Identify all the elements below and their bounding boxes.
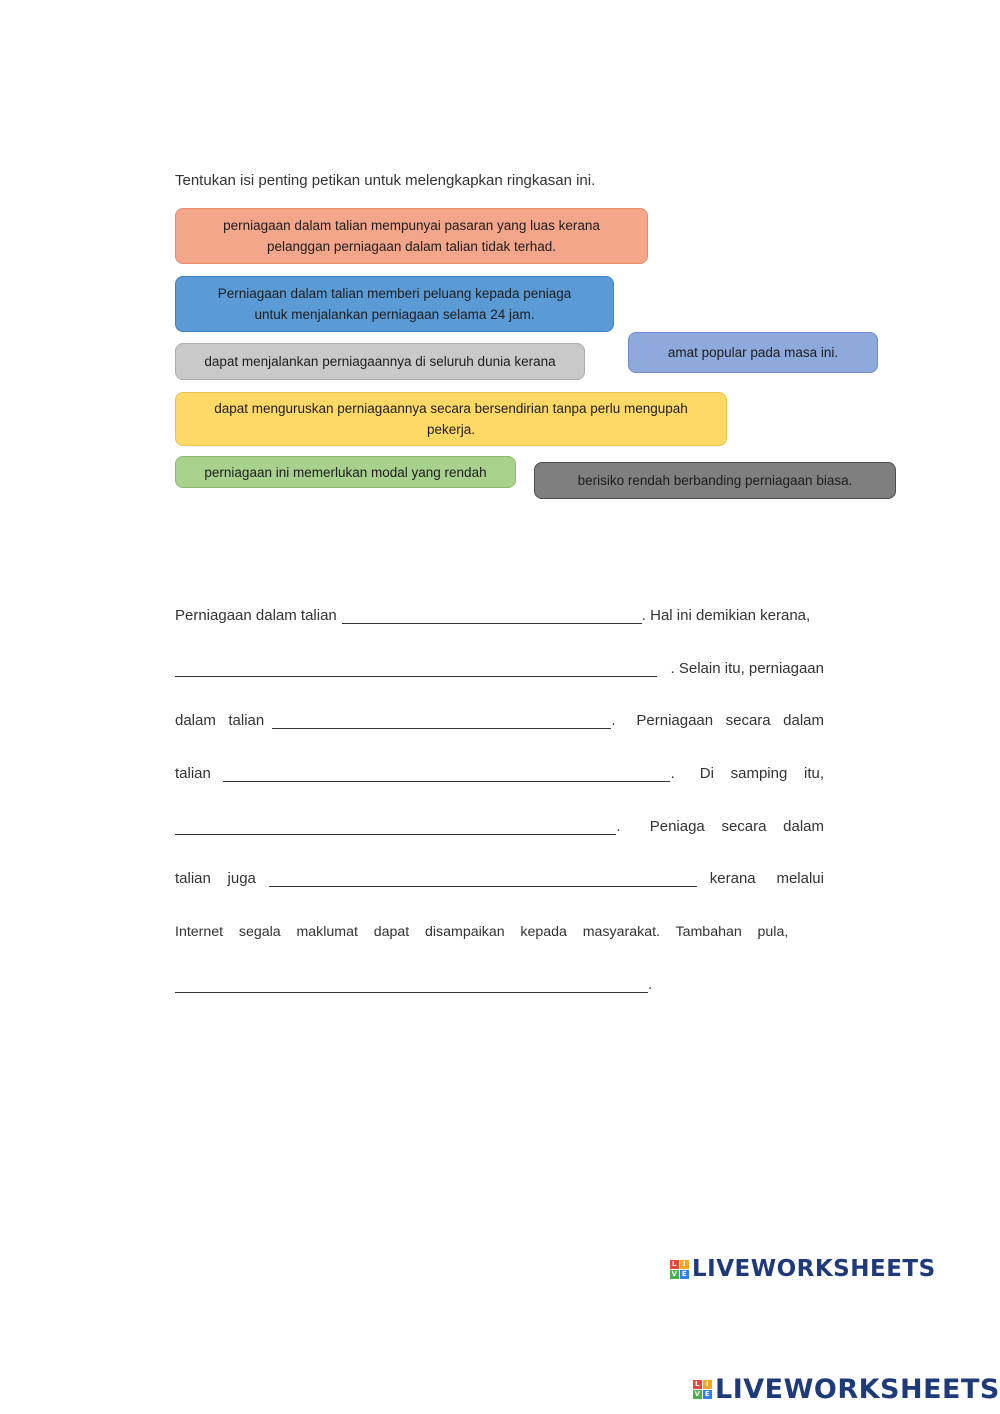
logo-mark-icon: L I V E xyxy=(671,1259,688,1278)
passage-line-6 xyxy=(175,863,824,887)
passage-text: . Di samping itu, xyxy=(670,765,824,782)
logo-text: LIVEWORKSHEETS xyxy=(692,1256,936,1282)
passage-text: talian xyxy=(175,765,211,782)
passage-line-1 xyxy=(175,600,824,624)
card-text: perniagaan ini memerlukan modal yang rendah xyxy=(204,464,487,480)
passage-text: Internet segala maklumat dapat disampaikan kepada masyarakat. Tambahan pula, xyxy=(175,924,789,940)
logo-mark-icon: L I V E xyxy=(694,1380,711,1398)
blank-field-6[interactable] xyxy=(269,868,697,887)
passage-text: talian juga xyxy=(175,870,256,887)
passage-text: . xyxy=(648,976,653,993)
blank-field-2[interactable] xyxy=(175,658,657,677)
card-text: dapat menguruskan perniagaannya secara bersendirian tanpa perlu mengupah pekerja. xyxy=(214,401,688,437)
card-text: dapat menjalankan perniagaannya di seluruh dunia kerana xyxy=(204,354,556,369)
passage-line-2 xyxy=(175,653,824,677)
passage-line-7 xyxy=(175,916,824,940)
blank-field-7[interactable] xyxy=(175,974,648,993)
liveworksheets-footer-logo xyxy=(693,1374,1000,1405)
liveworksheets-logo xyxy=(670,1256,936,1282)
card-text: berisiko rendah berbanding perniagaan biasa. xyxy=(577,473,853,488)
logo-text: LIVEWORKSHEETS xyxy=(715,1374,1000,1405)
card-text: perniagaan dalam talian mempunyai pasaran yang luas kerana pelanggan perniagaan dalam talian tidak terhad. xyxy=(223,218,600,254)
passage-text: dalam talian xyxy=(175,712,265,729)
passage-text: kerana melalui xyxy=(709,870,824,887)
instruction-text: Tentukan isi penting petikan untuk melengkapkan ringkasan ini. xyxy=(175,172,596,189)
answer-card-pasaran-luas[interactable] xyxy=(175,208,648,264)
passage-text: . Hal ini demikian kerana, xyxy=(641,607,811,624)
answer-card-24-jam[interactable] xyxy=(175,276,614,332)
answer-card-bersendirian[interactable] xyxy=(175,392,727,446)
answer-card-seluruh-dunia[interactable] xyxy=(175,343,585,380)
blank-field-1[interactable] xyxy=(342,605,642,624)
passage-text: . Peniaga secara dalam xyxy=(616,818,824,835)
passage-text: . Selain itu, perniagaan xyxy=(670,660,824,677)
answer-card-berisiko-rendah[interactable] xyxy=(534,462,896,499)
passage-line-8 xyxy=(175,969,824,993)
passage-text: Perniagaan dalam talian xyxy=(175,607,337,624)
passage-text: . Perniagaan secara dalam xyxy=(611,712,824,729)
card-text: Perniagaan dalam talian memberi peluang kepada peniaga untuk menjalankan perniagaan selama 24 jam. xyxy=(217,286,572,322)
passage-line-4 xyxy=(175,758,824,782)
answer-card-amat-popular[interactable] xyxy=(628,332,878,373)
card-text: amat popular pada masa ini. xyxy=(667,345,839,360)
passage-line-5 xyxy=(175,811,824,835)
answer-card-modal-rendah[interactable] xyxy=(175,456,516,488)
blank-field-5[interactable] xyxy=(175,816,616,835)
blank-field-3[interactable] xyxy=(272,710,611,729)
passage-line-3 xyxy=(175,705,824,729)
blank-field-4[interactable] xyxy=(223,763,670,782)
